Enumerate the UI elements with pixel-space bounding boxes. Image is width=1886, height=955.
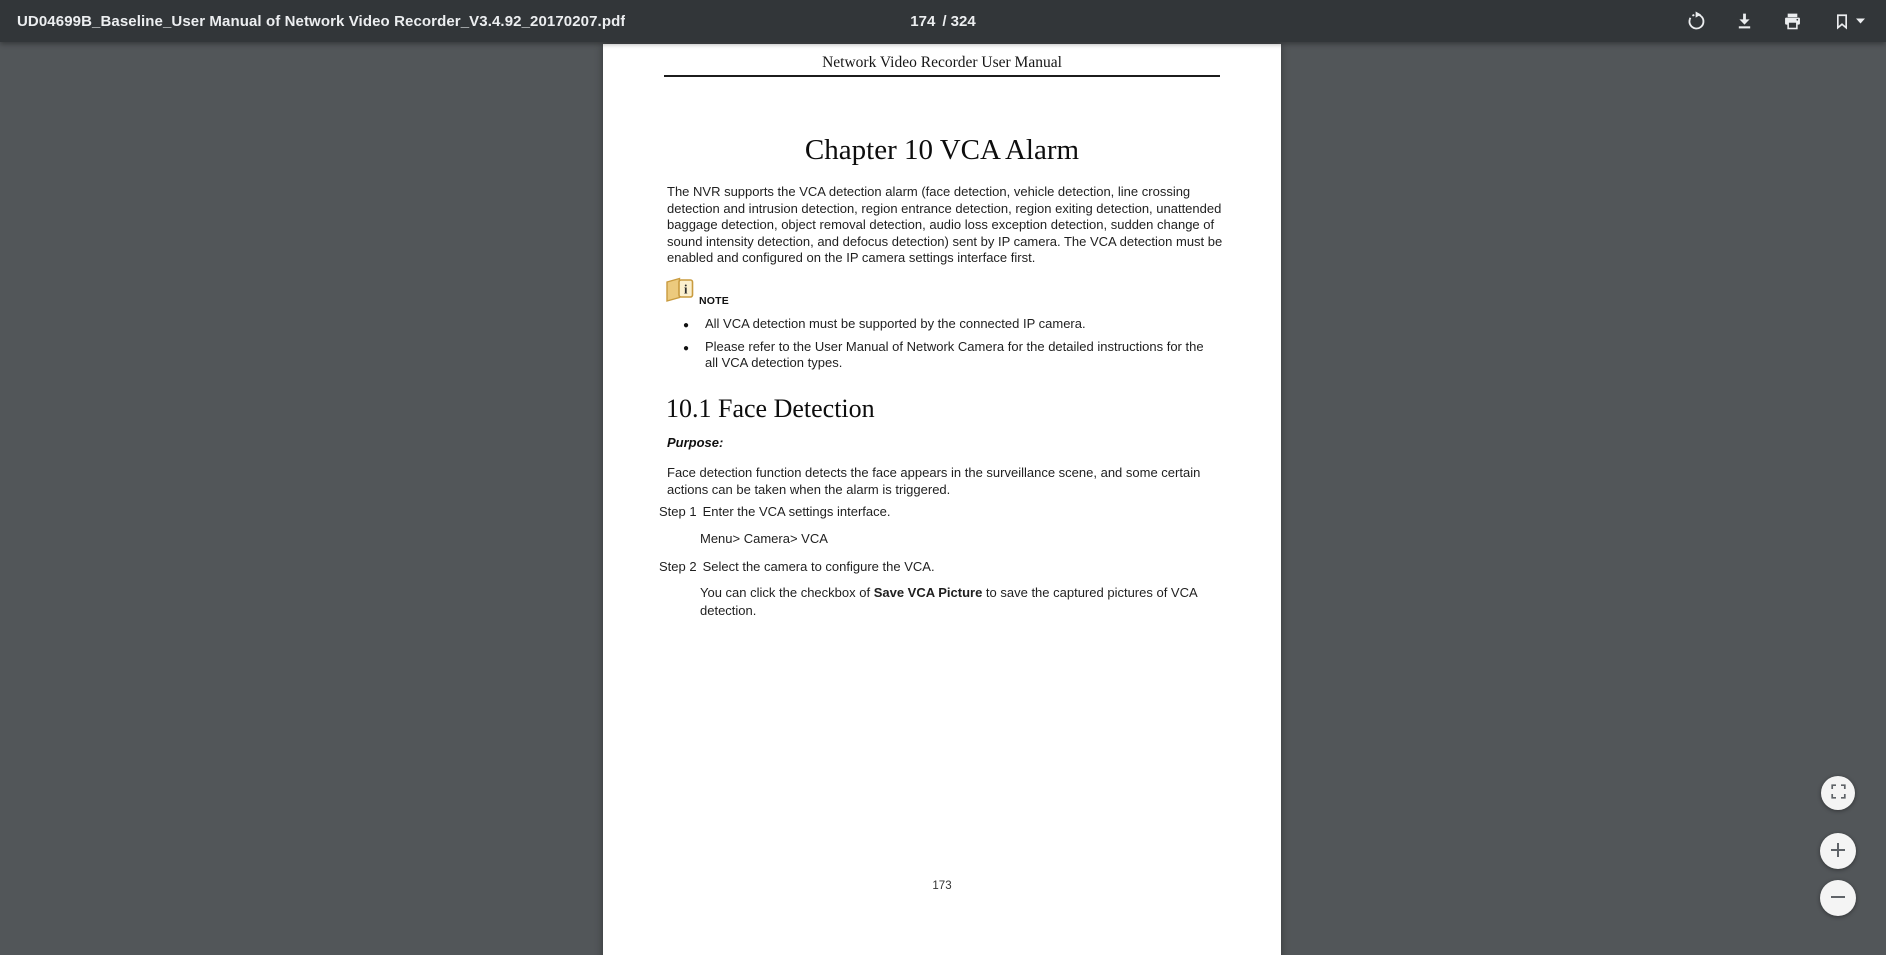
minus-icon	[1830, 889, 1846, 908]
pdf-toolbar	[0, 0, 1886, 42]
plus-icon	[1830, 842, 1846, 861]
bullet-icon: ●	[683, 320, 690, 331]
list-item	[683, 316, 1208, 333]
print-icon	[1782, 11, 1803, 32]
step-detail-text: to save the captured pictures of VCA detection.	[700, 585, 1197, 618]
purpose-label: Purpose:	[667, 435, 724, 450]
note-icon	[665, 276, 696, 307]
page-number-input[interactable]: 174	[910, 12, 936, 30]
note-bullet-list	[683, 316, 1208, 378]
bookmark-menu-button[interactable]	[1820, 0, 1876, 42]
step-2	[659, 559, 1225, 576]
download-icon	[1734, 11, 1755, 32]
step-label: Step 1	[659, 504, 697, 519]
zoom-in-button[interactable]	[1820, 833, 1856, 869]
bullet-icon: ●	[683, 342, 690, 354]
step-label: Step 2	[659, 559, 697, 574]
print-button[interactable]	[1772, 0, 1812, 42]
step-detail-text: You can click the checkbox of	[700, 585, 874, 600]
zoom-out-button[interactable]	[1820, 880, 1856, 916]
svg-text:i: i	[684, 282, 688, 297]
list-item	[683, 339, 1208, 372]
step-2-detail	[700, 584, 1212, 619]
intro-paragraph: The NVR supports the VCA detection alarm (face detection, vehicle detection, line crossing detection and intrusion detection, region entrance detection, region exiting detection, unattended baggage detection, object removal detection, audio loss exception detection, sudden change of sound intensity detection, and defocus detection) sent by IP camera. The VCA detection must be enabled and configured on the IP camera settings interface first.	[667, 184, 1223, 265]
caret-down-icon	[1856, 18, 1865, 24]
toolbar-actions	[1676, 0, 1876, 42]
purpose-paragraph: Face detection function detects the face appears in the surveillance scene, and some certain actions can be taken when the alarm is triggered.	[667, 465, 1201, 497]
step-detail-bold-text: Save VCA Picture	[873, 585, 983, 600]
rotate-icon	[1686, 11, 1707, 32]
chapter-title: Chapter 10 VCA Alarm	[804, 134, 1080, 166]
section-title: 10.1 Face Detection	[666, 394, 875, 423]
document-filename: UD04699B_Baseline_User Manual of Network Video Recorder_V3.4.92_20170207.pdf	[17, 12, 626, 30]
page-indicator	[910, 0, 975, 42]
rotate-button[interactable]	[1676, 0, 1716, 42]
fit-to-page-button[interactable]	[1821, 776, 1855, 810]
bullet-text: Please refer to the User Manual of Network Camera for the detailed instructions for the all VCA detection types.	[705, 338, 1204, 370]
page-number-footer: 173	[932, 880, 952, 892]
download-button[interactable]	[1724, 0, 1764, 42]
bookmark-icon	[1832, 11, 1852, 32]
note-label: NOTE	[699, 295, 729, 307]
page-count-label: / 324	[942, 12, 976, 30]
note-block	[665, 281, 729, 307]
step-1	[659, 504, 1225, 521]
pdf-page	[603, 44, 1281, 955]
fit-to-page-icon	[1831, 784, 1846, 802]
step-text: Select the camera to configure the VCA.	[702, 559, 935, 574]
step-text: Enter the VCA settings interface.	[702, 504, 891, 519]
step-1-detail: Menu> Camera> VCA	[700, 531, 828, 546]
running-header: Network Video Recorder User Manual	[664, 54, 1220, 77]
pdf-viewport[interactable]	[0, 42, 1886, 955]
bullet-text: All VCA detection must be supported by the connected IP camera.	[705, 316, 1086, 331]
